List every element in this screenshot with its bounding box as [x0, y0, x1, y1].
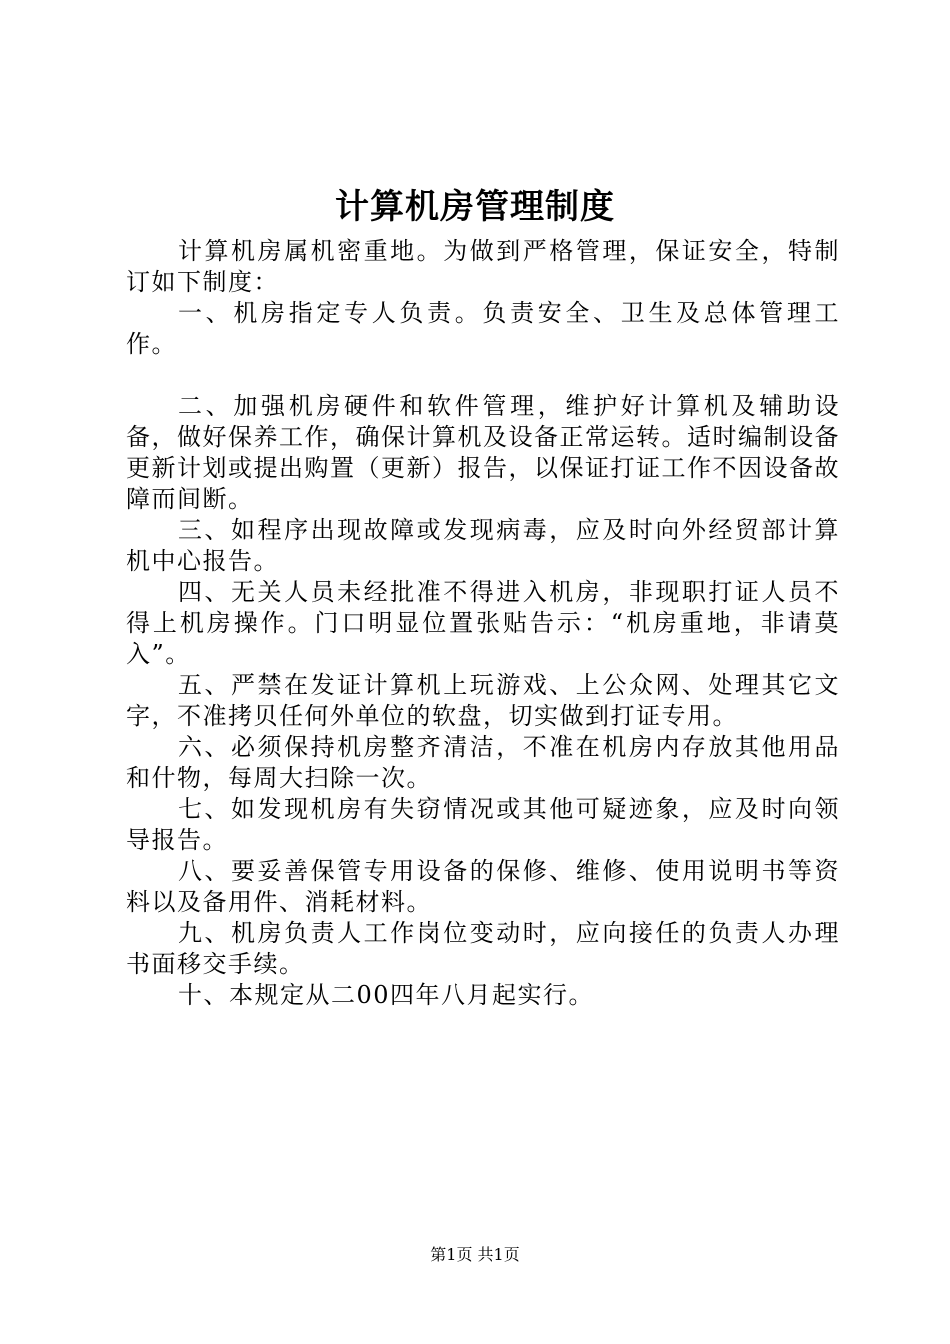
document-title: 计算机房管理制度 [335, 187, 615, 227]
paragraph-rule-7: 七、如发现机房有失窃情况或其他可疑迹象，应及时向领导报告。 [126, 795, 840, 854]
paragraph-rule-3: 三、如程序出现故障或发现病毒，应及时向外经贸部计算机中心报告。 [126, 516, 840, 575]
paragraph-rule-4: 四、无关人员未经批准不得进入机房，非现职打证人员不得上机房操作。门口明显位置张贴告示：“机房重地，非请莫入”。 [126, 578, 840, 668]
document-body [126, 236, 840, 1011]
page-footer: 第1页 共1页 [430, 1245, 520, 1264]
paragraph-intro: 计算机房属机密重地。为做到严格管理，保证安全，特制订如下制度： [126, 237, 840, 296]
paragraph-rule-2: 二、加强机房硬件和软件管理，维护好计算机及辅助设备，做好保养工作，确保计算机及设备正常运转。适时编制设备更新计划或提出购置（更新）报告，以保证打证工作不因设备故障而间断。 [126, 392, 840, 513]
paragraph-rule-9: 九、机房负责人工作岗位变动时，应向接任的负责人办理书面移交手续。 [126, 919, 840, 978]
paragraph-rule-10: 十、本规定从二00四年八月起实行。 [178, 981, 595, 1009]
paragraph-rule-1: 一、机房指定专人负责。负责安全、卫生及总体管理工作。 [126, 299, 840, 358]
paragraph-rule-8: 八、要妥善保管专用设备的保修、维修、使用说明书等资料以及备用件、消耗材料。 [126, 857, 840, 916]
paragraph-rule-6: 六、必须保持机房整齐清洁，不准在机房内存放其他用品和什物，每周大扫除一次。 [126, 733, 840, 792]
paragraph-rule-5: 五、严禁在发证计算机上玩游戏、上公众网、处理其它文字，不准拷贝任何外单位的软盘，切实做到打证专用。 [126, 671, 840, 730]
